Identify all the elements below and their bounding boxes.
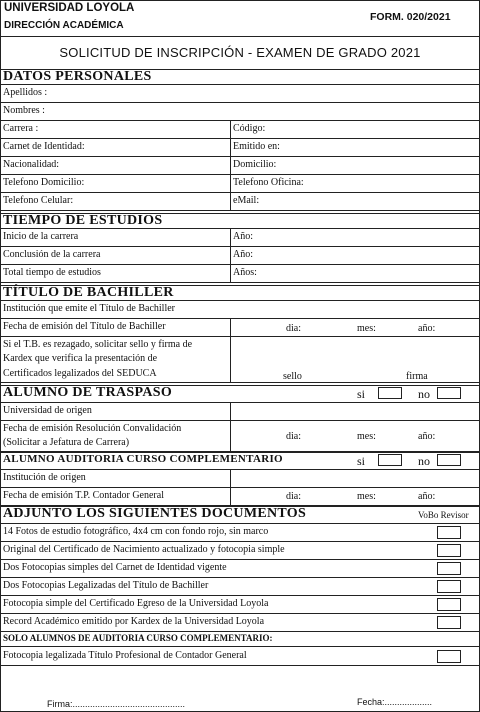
label-tel-oficina: Telefono Oficina:	[233, 177, 304, 188]
row-universidad-origen[interactable]	[0, 403, 480, 421]
section-heading: DATOS PERSONALES	[3, 69, 152, 84]
doc-row	[0, 524, 480, 542]
label-conclusion-anio: Año:	[233, 249, 253, 260]
row-inicio[interactable]	[0, 229, 480, 247]
label-inicio: Inicio de la carrera	[3, 231, 79, 242]
row-bachiller-fecha[interactable]	[0, 319, 480, 337]
label-inicio-anio: Año:	[233, 231, 253, 242]
doc-row	[0, 560, 480, 578]
row-conclusion[interactable]	[0, 247, 480, 265]
doc-item-carnet: Dos Fotocopias simples del Carnet de Identidad vigente	[3, 562, 227, 573]
form-title: SOLICITUD DE INSCRIPCIÓN - EXAMEN DE GRADO 2021	[59, 45, 421, 60]
row-institucion-origen[interactable]	[0, 470, 480, 488]
doc-check-certificado-egreso[interactable]	[437, 598, 461, 611]
label-email: eMail:	[233, 195, 260, 206]
label-rezagado-2: Kardex que verifica la presentación de	[3, 353, 158, 364]
section-datos-personales	[0, 69, 480, 85]
label-institucion-origen: Institución de origen	[3, 472, 86, 483]
doc-item-titulo-bachiller: Dos Fotocopias Legalizadas del Título de Bachiller	[3, 580, 209, 591]
label-codigo: Código:	[233, 123, 266, 134]
row-traspaso-fecha[interactable]	[0, 421, 480, 452]
label-no: no	[418, 387, 430, 401]
label-nombres: Nombres :	[3, 105, 45, 116]
doc-row	[0, 542, 480, 560]
label-dia: dia:	[286, 431, 301, 442]
doc-item-certificado-nacimiento: Original del Certificado de Nacimiento actualizado y fotocopia simple	[3, 544, 285, 555]
label-anio: año:	[418, 491, 436, 502]
label-bachiller-fecha: Fecha de emisión del Título de Bachiller	[3, 321, 166, 332]
label-traspaso-fecha-2: (Solicitar a Jefatura de Carrera)	[3, 437, 130, 448]
form-code: FORM. 020/2021	[370, 11, 451, 23]
label-si: si	[357, 387, 366, 401]
label-tel-celular: Telefono Celular:	[3, 195, 74, 206]
doc-row-solo-auditoria	[0, 632, 480, 647]
doc-item-record-academico: Record Académico emitido por Kardex de la Universidad Loyola	[3, 616, 265, 627]
doc-row	[0, 596, 480, 614]
label-carnet: Carnet de Identidad:	[3, 141, 85, 152]
label-anio: año:	[418, 323, 436, 334]
row-carrera[interactable]	[0, 121, 480, 139]
section-heading: ALUMNO AUDITORIA CURSO COMPLEMENTARIO	[3, 453, 283, 465]
label-apellidos: Apellidos :	[3, 87, 48, 98]
row-total[interactable]	[0, 265, 480, 283]
doc-item-fotos: 14 Fotos de estudio fotográfico, 4x4 cm con fondo rojo, sin marco	[3, 526, 269, 537]
doc-check-fotos[interactable]	[437, 526, 461, 539]
label-rezagado-3: Certificados legalizados del SEDUCA	[3, 368, 157, 379]
row-auditoria-fecha[interactable]	[0, 488, 480, 506]
section-heading: TIEMPO DE ESTUDIOS	[3, 213, 163, 228]
column-divider	[230, 121, 231, 211]
label-vobo-revisor: VoBo Revisor	[418, 510, 469, 520]
section-heading: ADJUNTO LOS SIGUIENTES DOCUMENTOS	[3, 506, 307, 521]
label-no: no	[418, 454, 430, 468]
column-divider	[230, 403, 231, 452]
doc-row	[0, 647, 480, 666]
row-apellidos[interactable]	[0, 85, 480, 103]
label-si: si	[357, 454, 366, 468]
label-mes: mes:	[357, 491, 376, 502]
doc-item-certificado-egreso: Fotocopia simple del Certificado Egreso de la Universidad Loyola	[3, 598, 269, 609]
section-heading: TÍTULO DE BACHILLER	[3, 285, 174, 300]
doc-check-carnet[interactable]	[437, 562, 461, 575]
label-total-anios: Años:	[233, 267, 257, 278]
label-bachiller-institucion: Institución que emite el Título de Bachiller	[3, 303, 175, 314]
label-universidad-origen: Universidad de origen	[3, 405, 92, 416]
label-mes: mes:	[357, 323, 376, 334]
doc-check-contador[interactable]	[437, 650, 461, 663]
label-nacionalidad: Nacionalidad:	[3, 159, 60, 170]
university-name: UNIVERSIDAD LOYOLA	[4, 2, 135, 14]
label-emitido: Emitido en:	[233, 141, 280, 152]
label-anio: año:	[418, 431, 436, 442]
row-celular[interactable]	[0, 193, 480, 211]
section-traspaso	[0, 385, 480, 403]
row-bachiller-rezagado[interactable]	[0, 337, 480, 383]
doc-check-titulo-bachiller[interactable]	[437, 580, 461, 593]
label-mes: mes:	[357, 431, 376, 442]
label-sello: sello	[283, 371, 302, 382]
date-line[interactable]: Fecha:...................	[357, 697, 433, 707]
section-documentos	[0, 506, 480, 524]
label-conclusion: Conclusión de la carrera	[3, 249, 101, 260]
section-heading: ALUMNO DE TRASPASO	[3, 385, 173, 400]
checkbox-auditoria-si[interactable]	[378, 454, 402, 466]
label-dia: dia:	[286, 323, 301, 334]
column-divider	[230, 470, 231, 506]
department-name: DIRECCIÓN ACADÉMICA	[4, 20, 124, 31]
row-bachiller-institucion[interactable]	[0, 301, 480, 319]
doc-check-certificado-nacimiento[interactable]	[437, 544, 461, 557]
doc-row	[0, 578, 480, 596]
column-divider	[230, 319, 231, 383]
row-nacionalidad[interactable]	[0, 157, 480, 175]
label-rezagado-1: Si el T.B. es rezagado, solicitar sello y firma de	[3, 339, 193, 350]
header-divider	[0, 36, 480, 37]
row-nombres[interactable]	[0, 103, 480, 121]
row-telefono[interactable]	[0, 175, 480, 193]
label-dia: dia:	[286, 491, 301, 502]
row-carnet[interactable]	[0, 139, 480, 157]
checkbox-traspaso-si[interactable]	[378, 387, 402, 399]
label-domicilio: Domicilio:	[233, 159, 277, 170]
label-solo-auditoria: SOLO ALUMNOS DE AUDITORIA CURSO COMPLEMENTARIO:	[3, 633, 273, 643]
doc-row	[0, 614, 480, 632]
label-firma: firma	[406, 371, 428, 382]
section-bachiller	[0, 285, 480, 301]
label-carrera: Carrera :	[3, 123, 39, 134]
section-tiempo-estudios	[0, 213, 480, 229]
label-auditoria-fecha: Fecha de emisión T.P. Contador General	[3, 490, 164, 501]
doc-check-record-academico[interactable]	[437, 616, 461, 629]
checkbox-traspaso-no[interactable]	[437, 387, 461, 399]
section-auditoria	[0, 452, 480, 470]
checkbox-auditoria-no[interactable]	[437, 454, 461, 466]
column-divider	[230, 229, 231, 283]
label-tel-domicilio: Telefono Domicilio:	[3, 177, 85, 188]
label-traspaso-fecha-1: Fecha de emisión Resolución Convalidación	[3, 423, 182, 434]
label-total: Total tiempo de estudios	[3, 267, 101, 278]
doc-item-contador: Fotocopia legalizada Título Profesional de Contador General	[3, 650, 247, 661]
signature-line[interactable]: Firma:.............................................	[47, 699, 186, 709]
